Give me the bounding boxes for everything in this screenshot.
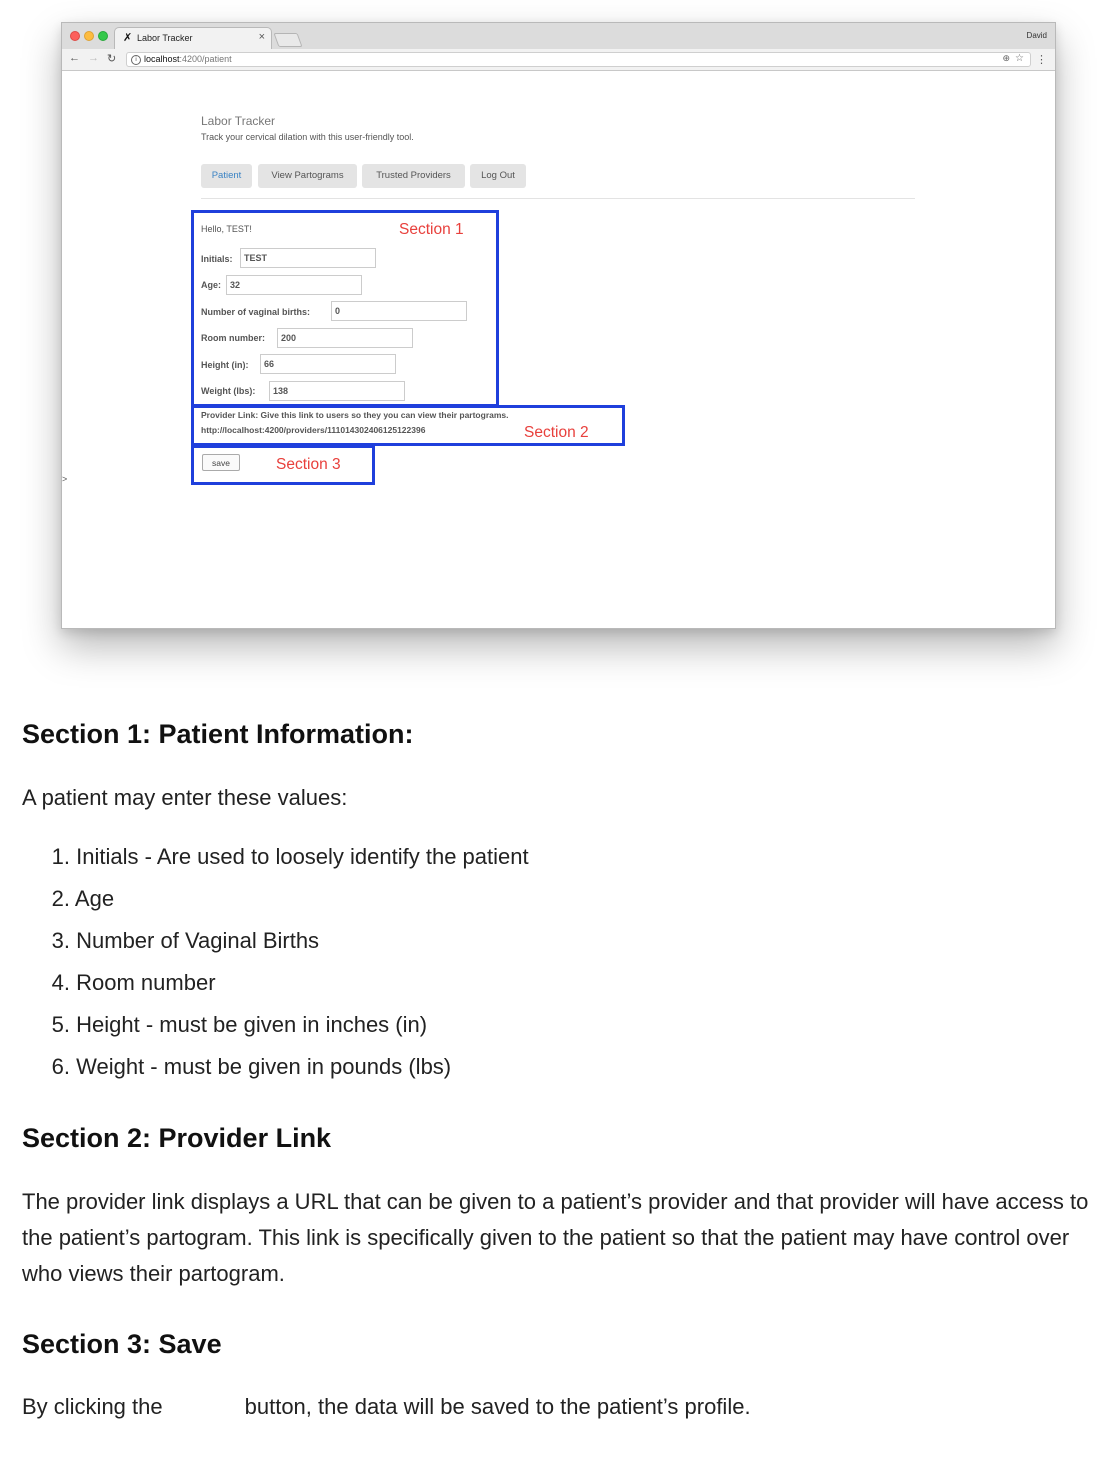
kebab-menu-icon[interactable]: ⋮: [1036, 54, 1047, 66]
new-tab-button[interactable]: [273, 33, 302, 47]
info-icon[interactable]: i: [131, 55, 141, 65]
url-text: localhost:4200/patient: [144, 54, 232, 64]
section-3-heading: Section 3: Save: [22, 1329, 222, 1359]
tab-trusted-providers[interactable]: Trusted Providers: [362, 164, 465, 188]
section-1-box: [191, 210, 499, 407]
tab-close-icon[interactable]: ×: [258, 31, 265, 43]
initials-input[interactable]: TEST: [240, 248, 376, 268]
tab-bar: [62, 23, 1055, 49]
close-window-button[interactable]: [70, 31, 80, 41]
section-1-heading: Section 1: Patient Information:: [22, 719, 414, 749]
list-item: 5. Height - must be given in inches (in): [51, 1012, 428, 1037]
browser-tab[interactable]: [114, 27, 272, 49]
list-item: 1. Initials - Are used to loosely identify the patient: [51, 844, 529, 869]
initials-label: Initials:: [201, 254, 233, 264]
save-button[interactable]: save: [202, 454, 240, 471]
list-item: 3. Number of Vaginal Births: [51, 928, 320, 953]
height-label: Height (in):: [201, 360, 249, 370]
age-label: Age:: [201, 280, 221, 290]
tab-title: Labor Tracker: [137, 33, 193, 43]
list-item: 6. Weight - must be given in pounds (lbs): [51, 1054, 452, 1079]
star-icon[interactable]: ☆: [1015, 53, 1024, 64]
page-viewport: [62, 72, 1055, 628]
list-item: 2. Age: [51, 886, 115, 911]
caret-text: >: [62, 474, 68, 484]
provider-link-label: Provider Link: Give this link to users so they you can view their partograms.: [201, 410, 509, 420]
provider-link-url[interactable]: http://localhost:4200/providers/111014302406125122396: [201, 425, 426, 435]
address-bar[interactable]: [126, 52, 1031, 67]
weight-input[interactable]: 138: [269, 381, 405, 401]
section-2-heading: Section 2: Provider Link: [22, 1123, 332, 1153]
list-item: 4. Room number: [51, 970, 216, 995]
tab-view-partograms[interactable]: View Partograms: [258, 164, 357, 188]
vaginal-births-input[interactable]: 0: [331, 301, 467, 321]
zoom-icon[interactable]: ⊕: [1002, 53, 1010, 63]
maximize-window-button[interactable]: [98, 31, 108, 41]
section-3-label: Section 3: [276, 456, 341, 473]
section-1-label: Section 1: [399, 221, 464, 238]
favicon-icon: ✗: [123, 32, 133, 44]
divider: [201, 198, 915, 199]
age-input[interactable]: 32: [226, 275, 362, 295]
room-number-label: Room number:: [201, 333, 265, 343]
section-1-intro: A patient may enter these values:: [22, 785, 348, 810]
reload-icon[interactable]: ↻: [107, 53, 117, 65]
browser-toolbar: [62, 49, 1055, 71]
section-2-label: Section 2: [524, 424, 589, 441]
section-2-body: The provider link displays a URL that can be given to a patient’s provider and that provider will have access to the patient’s partogram. This link is specifically given to the patient so that the patient may have control over who views their partogram.: [22, 1189, 1089, 1286]
room-number-input[interactable]: 200: [277, 328, 413, 348]
profile-name[interactable]: David: [1026, 31, 1047, 40]
app-subtitle: Track your cervical dilation with this user-friendly tool.: [201, 132, 414, 142]
minimize-window-button[interactable]: [84, 31, 94, 41]
tab-patient[interactable]: Patient: [201, 164, 252, 188]
weight-label: Weight (lbs):: [201, 386, 256, 396]
height-input[interactable]: 66: [260, 354, 396, 374]
vaginal-births-label: Number of vaginal births:: [201, 307, 311, 317]
browser-window: [61, 22, 1056, 629]
tab-log-out[interactable]: Log Out: [470, 164, 526, 188]
greeting: Hello, TEST!: [201, 224, 252, 234]
arrow-right-icon[interactable]: →: [88, 52, 99, 64]
section-3-body: By clicking the button, the data will be saved to the patient’s profile.: [22, 1394, 751, 1419]
arrow-left-icon[interactable]: ←: [69, 52, 80, 64]
app-title: Labor Tracker: [201, 114, 276, 128]
